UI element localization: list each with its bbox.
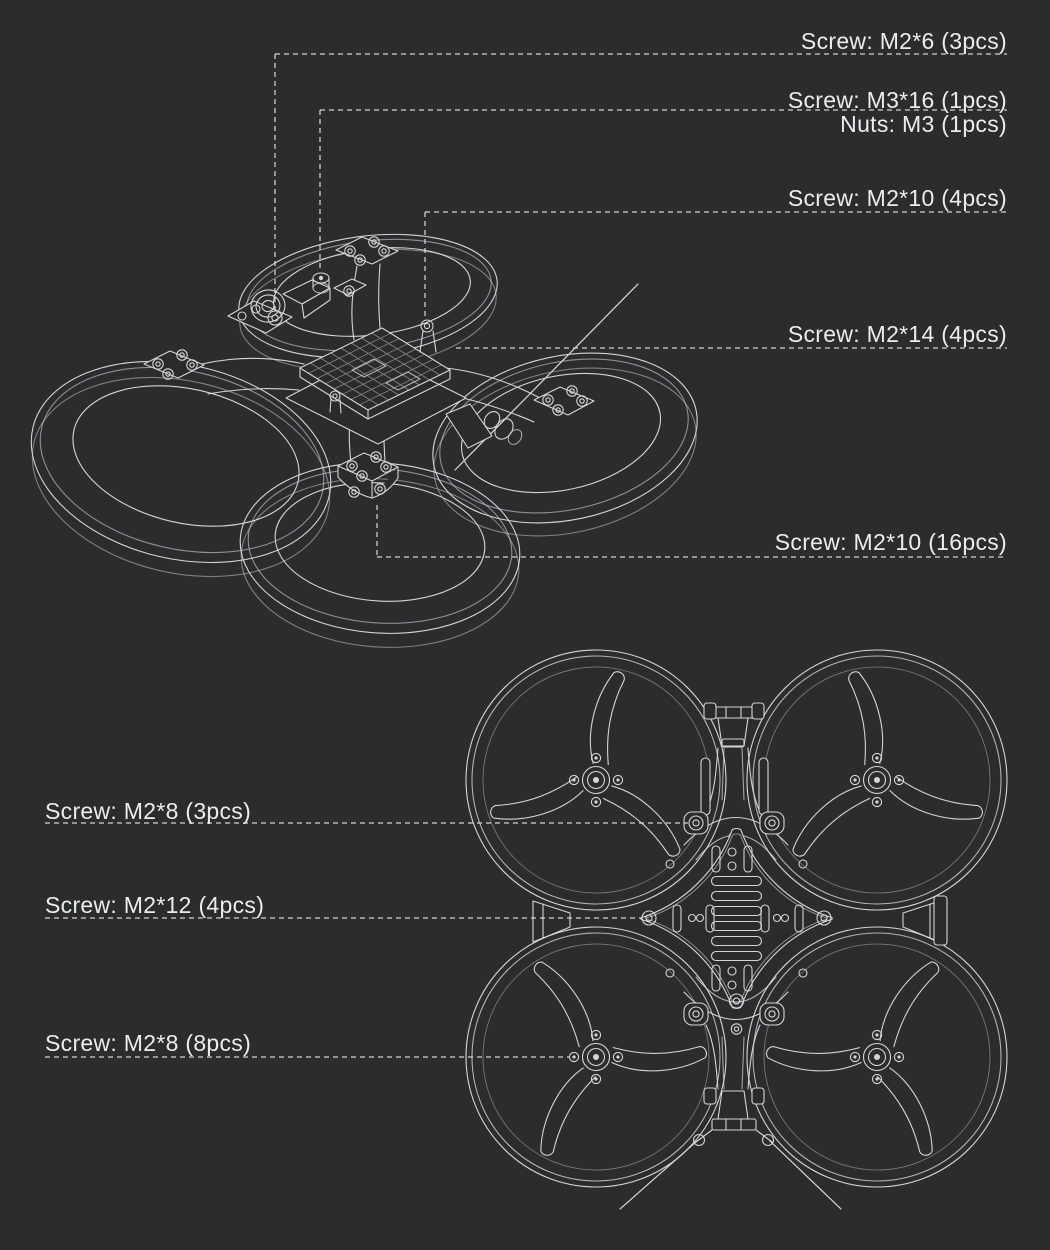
callout-screw-m2x14-4: Screw: M2*14 (4pcs) <box>787 321 1007 347</box>
motor-hub-top-left <box>569 753 622 806</box>
bottom-view <box>455 650 1019 1209</box>
iso-duct-right <box>417 330 713 559</box>
callout-screw-m2x6: Screw: M2*6 (3pcs) <box>800 28 1007 54</box>
callout-screw-m2x12-4: Screw: M2*12 (4pcs) <box>45 892 265 918</box>
callout-screw-m3x16: Screw: M3*16 (1pcs) <box>787 87 1007 113</box>
vtx-antenna-tube-left <box>701 758 710 815</box>
leader-screw-m2x10-4 <box>425 212 1007 321</box>
propeller-bottom-left <box>455 912 718 1164</box>
motor-hub-bottom-right <box>850 1030 903 1083</box>
vtx-antenna-tube-right <box>759 758 768 815</box>
callout-screw-m2x8-8: Screw: M2*8 (8pcs) <box>45 1030 252 1056</box>
callout-screw-m2x10-16: Screw: M2*10 (16pcs) <box>774 529 1007 555</box>
callout-nuts-m3: Nuts: M3 (1pcs) <box>840 111 1007 137</box>
motor-hub-bottom-left <box>569 1030 622 1083</box>
callout-screw-m2x10-4: Screw: M2*10 (4pcs) <box>787 185 1007 211</box>
isometric-view <box>11 221 713 657</box>
callout-screw-m2x8-3: Screw: M2*8 (3pcs) <box>45 798 252 824</box>
antenna-left <box>620 1135 705 1210</box>
propeller-bottom-right <box>755 912 1018 1164</box>
iso-camera-mount <box>228 273 366 333</box>
motor-hub-top-right <box>850 753 903 806</box>
